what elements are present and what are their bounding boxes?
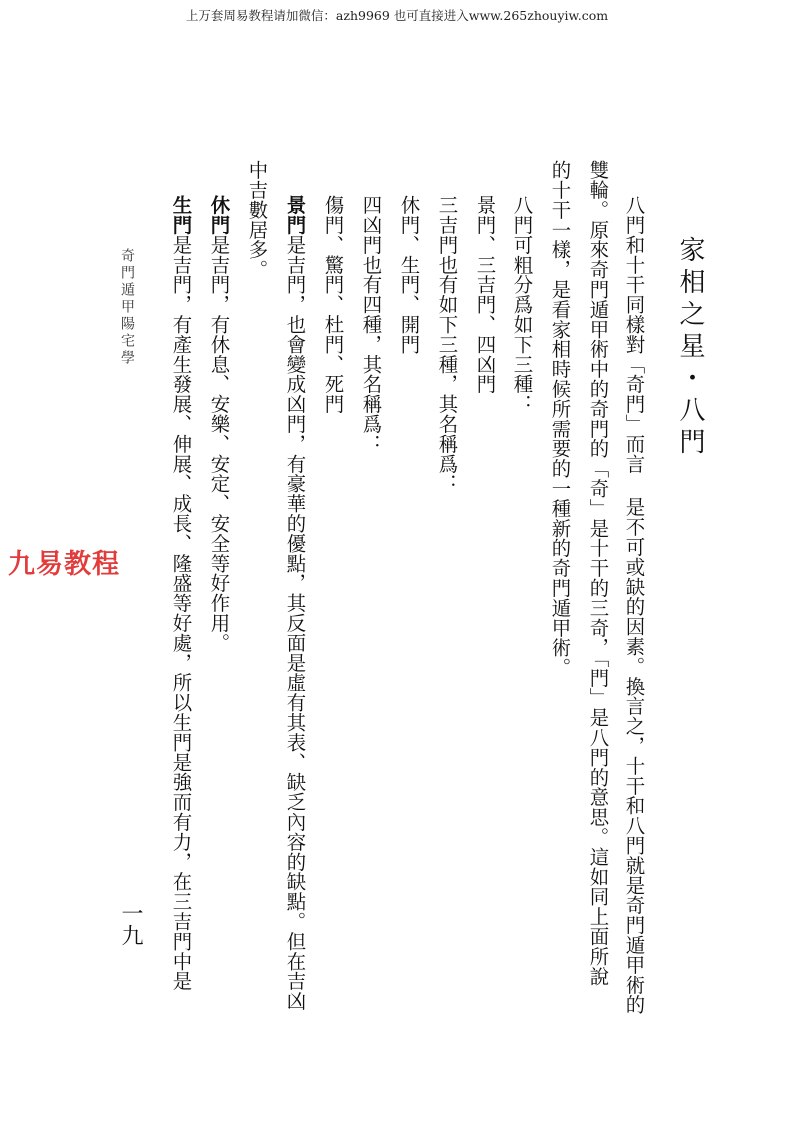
text-column xyxy=(321,195,345,414)
text-run: 中吉數居多。 xyxy=(245,160,269,280)
text-run: 是吉門，有產生發展、伸展、成長、隆盛等好處，所以生門是強而有力，在三吉門中是 xyxy=(169,234,193,992)
text-run: 是吉門，有休息、安樂、安定、安全等好作用。 xyxy=(207,234,231,653)
text-column xyxy=(622,195,646,1015)
text-column xyxy=(207,195,231,653)
text-column xyxy=(245,160,269,280)
bold-term: 生門 xyxy=(169,195,193,235)
text-column xyxy=(510,195,534,414)
text-run: 景門、三吉門、四凶門 xyxy=(473,195,497,394)
text-run: 是吉門，也會變成凶門，有豪華的優點，其反面是虛有其表、缺乏內容的缺點。但在吉凶 xyxy=(283,234,307,1011)
text-column xyxy=(169,195,193,992)
text-column xyxy=(435,195,459,494)
text-run: 四凶門也有四種，其名稱爲： xyxy=(359,195,383,454)
text-column xyxy=(473,195,497,394)
text-column xyxy=(283,195,307,1011)
book-title: 奇門遁甲陽宅學 xyxy=(119,248,135,367)
bold-term: 景門 xyxy=(283,195,307,235)
bold-term: 休門 xyxy=(207,195,231,235)
text-run: 休門、生門、開門 xyxy=(397,195,421,355)
text-column xyxy=(397,195,421,355)
text-run: 傷門、驚門、杜門、死門 xyxy=(321,195,345,414)
page-number: 一九 xyxy=(118,902,143,946)
header-banner: 上万套周易教程请加微信：azh9969 也可直接进入www.265zhouyiw.com xyxy=(185,8,609,23)
text-run: 雙輪。原來奇門遁甲術中的奇門的「奇」是十干的三奇，「門」是八門的意思。這如同上面所說 xyxy=(586,160,610,987)
text-run: 三吉門也有如下三種，其名稱爲： xyxy=(435,195,459,494)
text-column xyxy=(548,160,572,678)
text-column xyxy=(359,195,383,454)
watermark-logo: 九易教程 xyxy=(8,549,120,580)
text-run: 的十干一樣，是看家相時候所需要的一種新的奇門遁甲術。 xyxy=(548,160,572,678)
chapter-title: 家相之星・八門 xyxy=(675,236,705,460)
text-run: 八門和十干同樣對「奇門」而言 是不可或缺的因素。換言之，十干和八門就是奇門遁甲術的 xyxy=(622,195,646,1015)
text-column xyxy=(586,160,610,987)
text-run: 八門可粗分爲如下三種： xyxy=(510,195,534,414)
